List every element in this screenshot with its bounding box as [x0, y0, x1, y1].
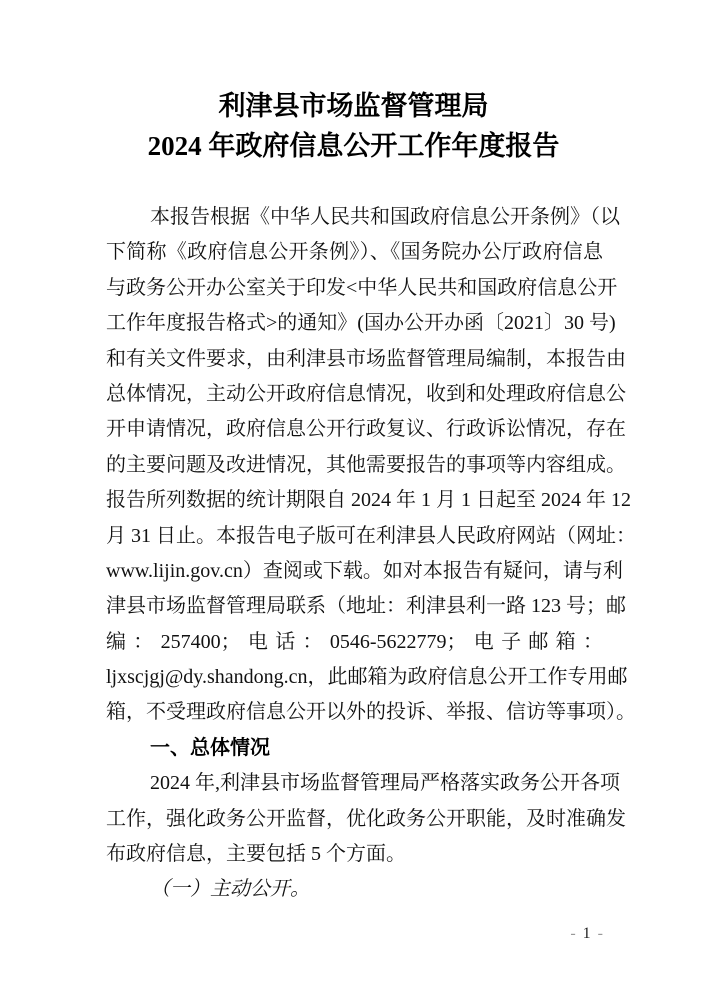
paragraph-line: 月 31 日止。本报告电子版可在利津县人民政府网站（网址：	[106, 524, 636, 547]
paragraph-line: 2024 年,利津县市场监督管理局严格落实政务公开各项	[150, 772, 620, 795]
page-number	[570, 924, 603, 944]
paragraph-line: 布政府信息，主要包括 5 个方面。	[106, 843, 406, 866]
paragraph-line: 报告所列数据的统计期限自 2024 年 1 月 1 日起至 2024 年 12	[106, 489, 631, 512]
paragraph-line: 开申请情况，政府信息公开行政复议、行政诉讼情况，存在	[106, 418, 626, 441]
doc-title-line2: 2024 年政府信息公开工作年度报告	[147, 131, 560, 161]
document-body	[106, 200, 636, 908]
sub-section-heading: （一）主动公开。	[150, 878, 310, 901]
paragraph-line: 津县市场监督管理局联系（地址：利津县利一路 123 号；邮	[106, 595, 626, 618]
page-number-dash-left: -	[570, 925, 576, 942]
section-heading: 一、总体情况	[150, 736, 270, 759]
paragraph-line: 的主要问题及改进情况，其他需要报告的事项等内容组成。	[106, 453, 626, 476]
paragraph-line: 工作，强化政务公开监督，优化政务公开职能，及时准确发	[106, 807, 626, 830]
paragraph-line: 和有关文件要求，由利津县市场监督管理局编制，本报告由	[106, 347, 626, 370]
paragraph-line: 工作年度报告格式>的通知》(国办公开办函〔2021〕30 号)	[106, 312, 616, 335]
doc-title-line1: 利津县市场监督管理局	[218, 91, 489, 121]
paragraph-line: 与政务公开办公室关于印发<中华人民共和国政府信息公开	[106, 276, 618, 299]
paragraph-line: 本报告根据《中华人民共和国政府信息公开条例》（以	[150, 206, 620, 228]
paragraph-line: 箱，不受理政府信息公开以外的投诉、举报、信访等事项）。	[106, 701, 636, 724]
document-title	[0, 0, 707, 166]
paragraph-line: 编：257400；电话：0546-5622779；电子邮箱：	[106, 630, 603, 653]
page-number-value: 1	[582, 925, 591, 942]
paragraph-line: ljxscjgj@dy.shandong.cn，此邮箱为政府信息公开工作专用邮	[106, 666, 628, 689]
paragraph-line: 下简称《政府信息公开条例》）、《国务院办公厅政府信息	[106, 241, 603, 264]
paragraph-line: 总体情况，主动公开政府信息情况，收到和处理政府信息公	[106, 382, 626, 405]
paragraph-line: www.lijin.gov.cn）查阅或下载。如对本报告有疑问，请与利	[106, 559, 623, 582]
page-number-dash-right: -	[597, 925, 603, 942]
